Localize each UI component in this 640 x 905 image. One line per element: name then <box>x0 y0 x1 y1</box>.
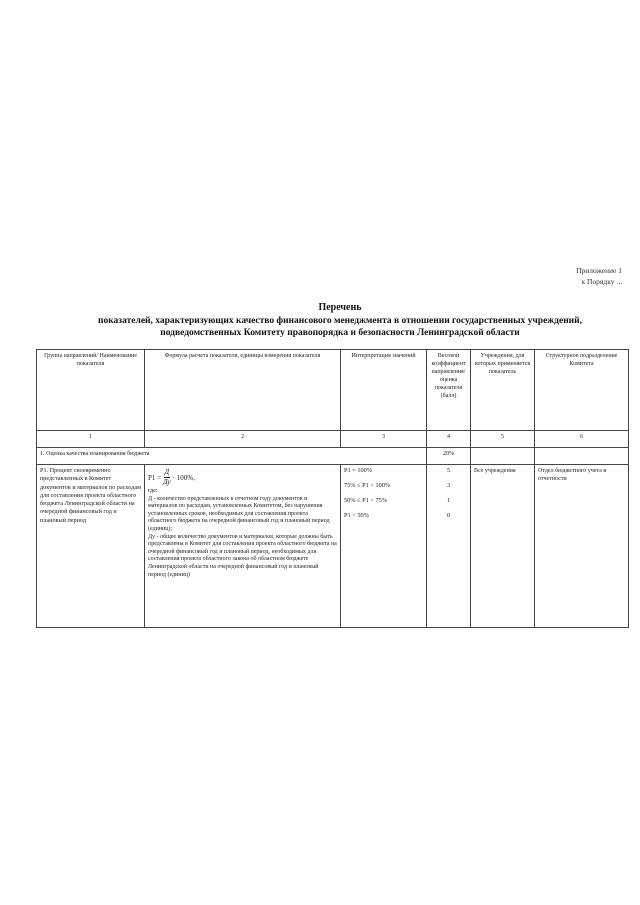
formula-fraction <box>163 468 171 487</box>
score-value: 5 <box>446 467 451 474</box>
section-empty-cell <box>535 448 629 465</box>
interpretation-cell <box>341 465 427 628</box>
formula-numerator: Д <box>164 468 170 476</box>
formula-rhs: · 100%, <box>172 473 195 482</box>
appendix-line-1: Приложение 1 <box>576 266 622 275</box>
header-group-name: Группа направлений/ Наименование показателя <box>37 350 145 431</box>
header-institutions: Учреждения, для которых применяется показатель <box>471 350 535 431</box>
table-header-row <box>37 350 629 431</box>
header-interpretation: Интерпретация значений <box>341 350 427 431</box>
column-number: 3 <box>341 431 427 448</box>
section-empty-cell <box>471 448 535 465</box>
formula-where: где: <box>148 488 158 494</box>
column-number: 4 <box>427 431 471 448</box>
formula-d-description: Д - количество представленных в отчетном году документов и материалов по расходам, установленных Комитетом, без нарушения установленных сроков, необходимых для составления проекта областного бюджета на очередной финансовый год и плановый период (единиц); <box>148 495 330 532</box>
indicators-table <box>36 349 629 628</box>
section-weight: 20% <box>427 448 471 465</box>
interpretation-value: P1 < 50% <box>344 512 369 519</box>
score-value: 1 <box>446 497 451 504</box>
column-number: 1 <box>37 431 145 448</box>
title-line-1: Перечень <box>318 302 362 313</box>
title-line-3: подведомственных Комитету правопорядка и безопасности Ленинградской области <box>160 328 520 338</box>
column-number: 5 <box>471 431 535 448</box>
interpretation-value: P1 = 100% <box>344 467 373 474</box>
formula-lhs: P1 = <box>148 473 162 482</box>
appendix-note <box>576 265 622 287</box>
score-cell <box>427 465 471 628</box>
institutions-cell: Все учреждения <box>471 465 535 628</box>
score-value: 3 <box>446 482 451 489</box>
column-number-row <box>37 431 629 448</box>
header-department: Структурное подразделение Комитета <box>535 350 629 431</box>
header-weight: Весовой коэффициент направления/ оценка показателя (балл) <box>427 350 471 431</box>
score-value: 0 <box>446 512 451 519</box>
interpretation-value: 50% ≤ P1 < 75% <box>344 497 388 504</box>
table-row <box>37 465 629 628</box>
formula-cell <box>145 465 341 628</box>
section-title: 1. Оценка качества планирования бюджета <box>37 448 427 465</box>
header-formula: Формула расчета показателя, единицы измерения показателя <box>145 350 341 431</box>
interpretation-value: 75% ≤ P1 < 100% <box>344 482 391 489</box>
document-title <box>40 302 640 340</box>
formula <box>148 468 337 487</box>
column-number: 2 <box>145 431 341 448</box>
formula-du-description: Ду - общее количество документов и материалов, которые должны быть представлены в Комитет для составления проекта областного бюджета на очередной финансовый год и плановый период, необходимых для составления проекта областного закона об областном бюджете Ленинградской области на очередной финансовый год и плановый период (единиц) <box>148 533 337 578</box>
column-number: 6 <box>535 431 629 448</box>
indicator-name: P1. Процент своевременно представленных в Комитет документов и материалов по расходам для составления проекта областного бюджета Ленинградской области на очередной финансовый год и плановый период <box>37 465 145 628</box>
appendix-line-2: к Порядку ... <box>581 277 622 286</box>
section-row <box>37 448 629 465</box>
formula-denominator: Ду <box>163 478 171 486</box>
title-line-2: показателей, характеризующих качество финансового менеджмента в отношении государственных учреждений, <box>97 315 582 326</box>
department-cell: Отдел бюджетного учета и отчетности <box>535 465 629 628</box>
